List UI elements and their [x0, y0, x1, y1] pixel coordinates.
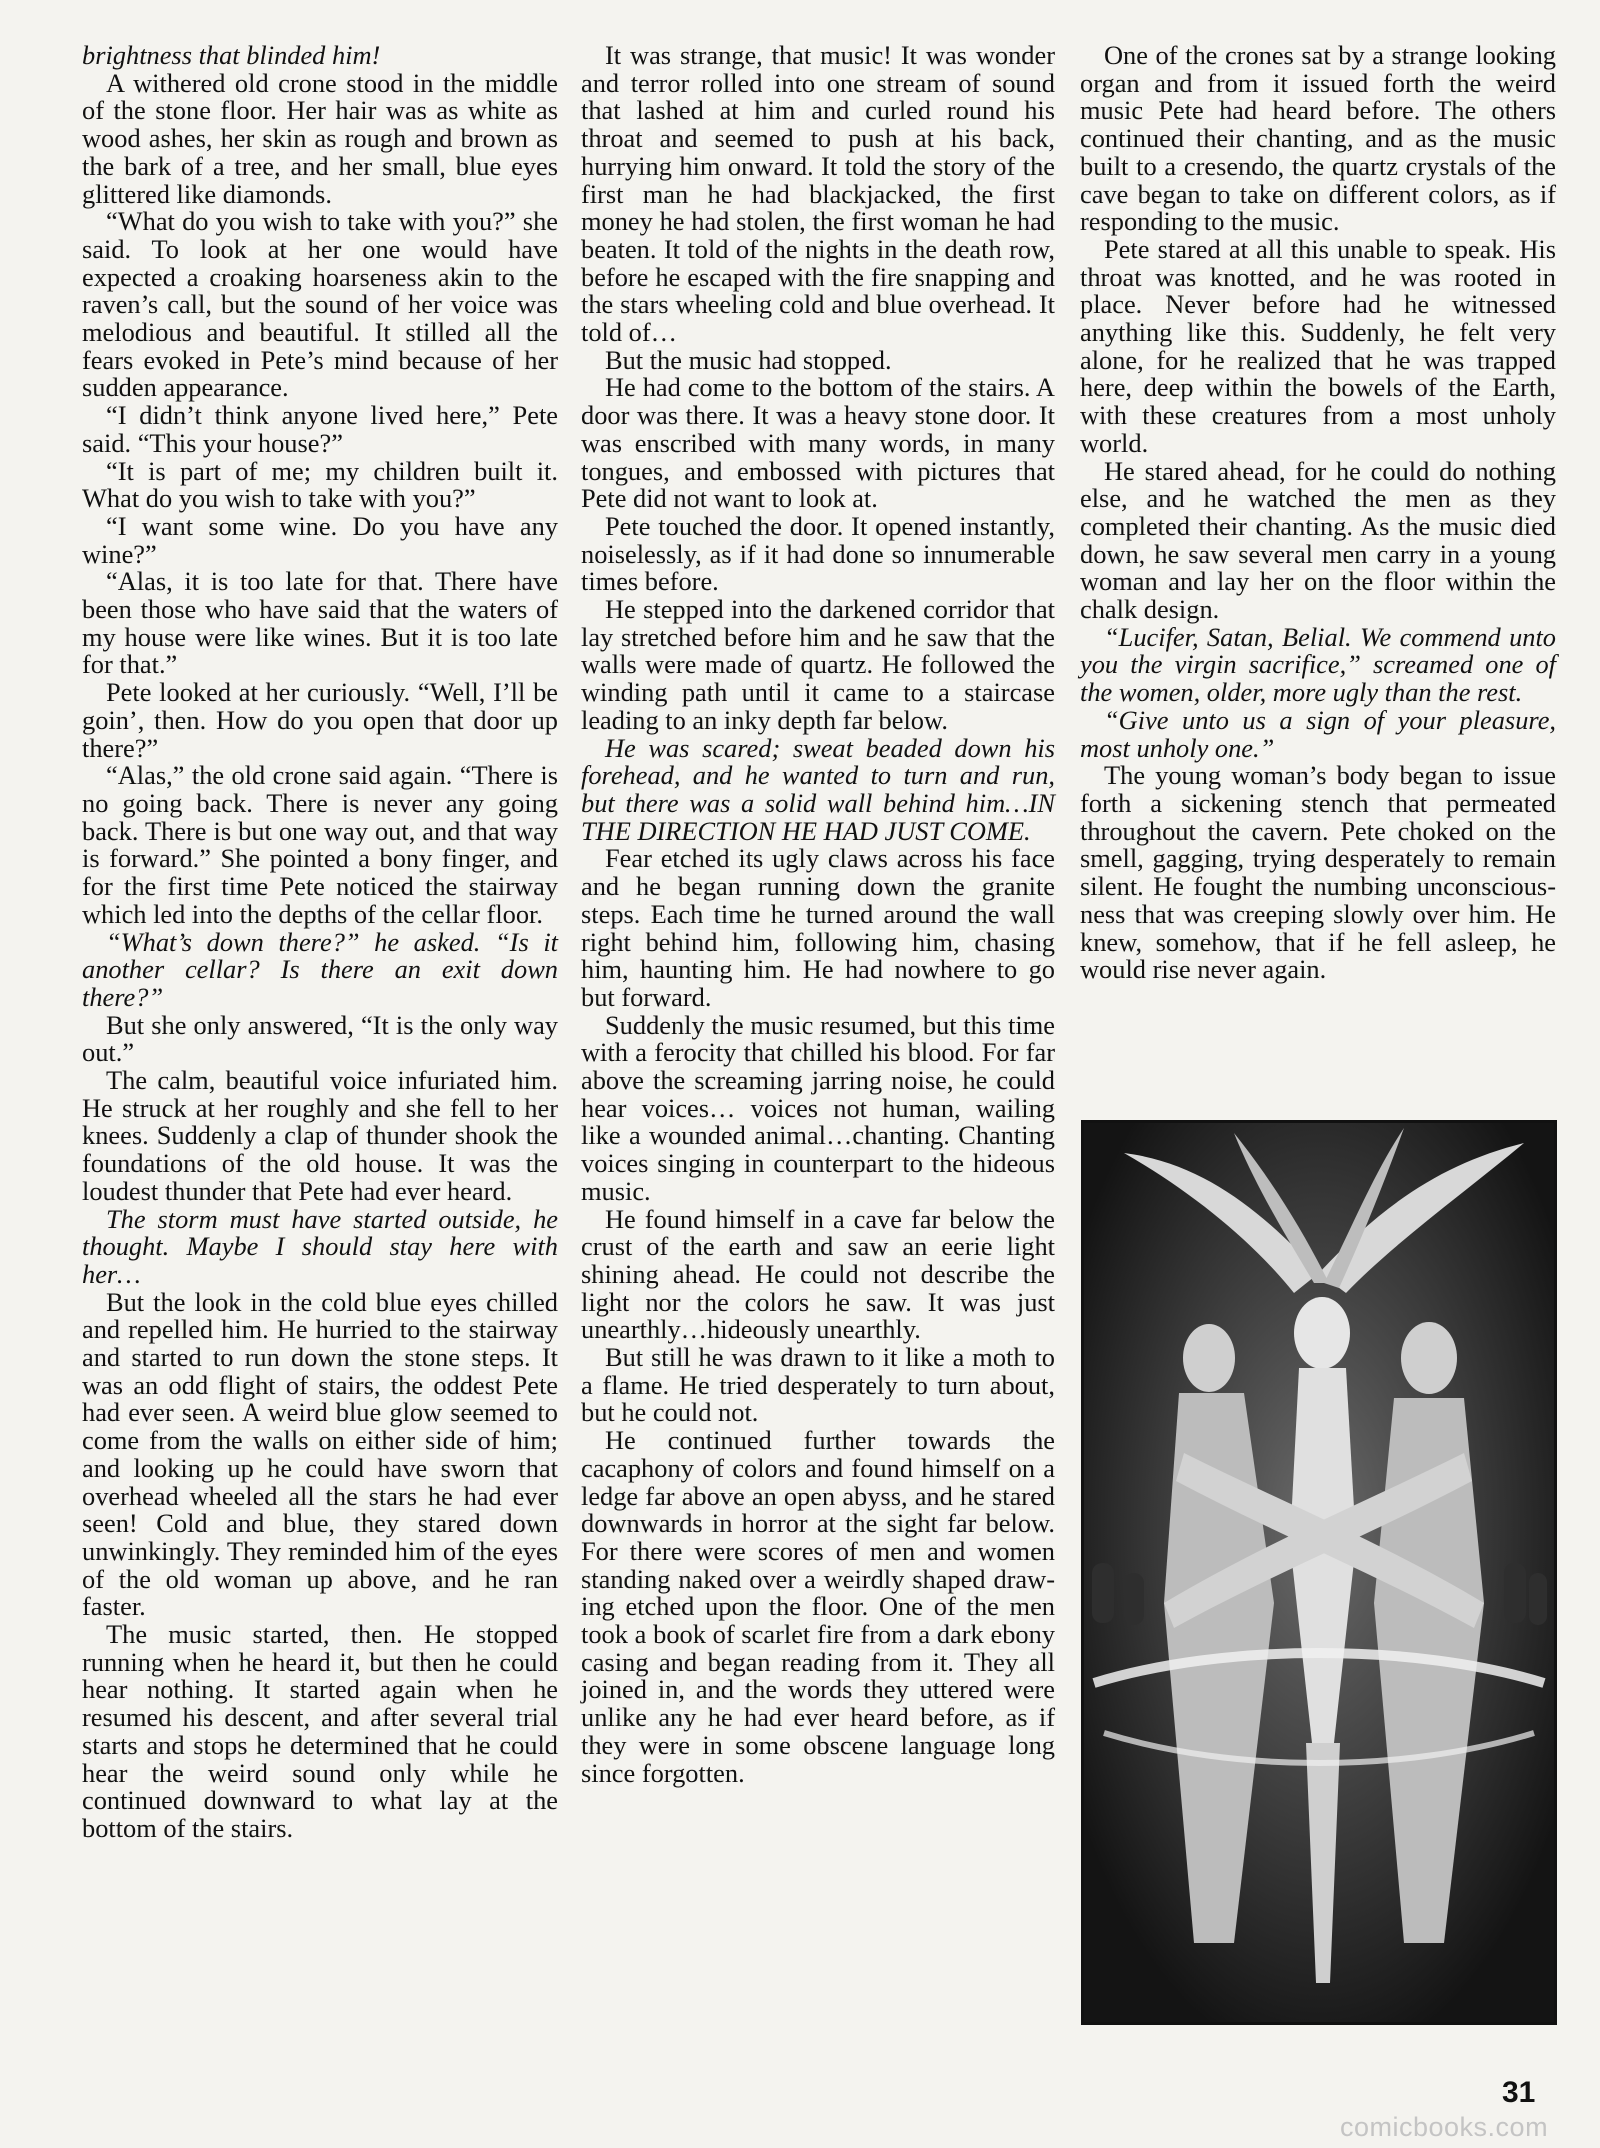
paragraph: He continued further towards the cacaphony of colors and found himself on a ledge far above an open abyss, and he stared downwards in horror at the sight far below. For there were scores of men and women standing naked over a weirdly shaped drawing etched upon the floor. One of the men took a book of scarlet fire from a dark ebony casing and began reading from it. They all joined in, and the words they uttered were unlike any he had ever heard before, as if they were in some obscene language long since forgotten.: [581, 1425, 1055, 1788]
paragraph: “Lucifer, Satan, Belial. We commend unto you the virgin sacrifice,” screamed one of the women, older, more ugly than the rest.: [1080, 621, 1556, 708]
paragraph: Suddenly the music resumed, but this time with a ferocity that chilled his blood. For far above the screaming jarring noise, he could hear voices… voices not human, wailing like a wounded animal…chanting. Chanting voices singing in counterpart to the hideous music.: [581, 1009, 1055, 1206]
illustration-artwork: [1084, 1123, 1554, 2022]
paragraph: But she only answered, “It is the only way out.”: [82, 1009, 558, 1068]
page-number: 31: [1502, 2076, 1536, 2109]
paragraph: He stepped into the darkened corridor that lay stretched before him and he saw that the walls were made of quartz. He followed the winding path until it came to a staircase leading to an inky depth far below.: [581, 594, 1055, 735]
paragraph: “What’s down there?” he asked. “Is it another cellar? Is there an exit down there?”: [82, 926, 558, 1012]
paragraph: It was strange, that music! It was wonder and terror rolled into one stream of sound that lashed at him and curled round his throat and seemed to push at his back, hurrying him onward. It told the story of the first man he had blackjacked, the first money he had stolen, the first woman he had beaten. It told of the nights in the death row, before he escaped with the fire snapping and the stars wheeling cold and blue overhead. It told of…: [581, 40, 1055, 348]
paragraph: brightness that blinded him!: [82, 40, 381, 70]
paragraph: “Alas, it is too late for that. There have been those who have said that the waters of my house were like wines. But it is too late for that.”: [82, 566, 558, 680]
paragraph: But still he was drawn to it like a moth to a flame. He tried desperately to turn about, but he could not.: [581, 1342, 1055, 1428]
paragraph: “Alas,” the old crone said again. “There is no going back. There is never any going back. There is but one way out, and that way is forward.” She pointed a bony finger, and for the first time Pete noticed the stairway which led into the depths of the cellar floor.: [82, 760, 558, 929]
paragraph: He found himself in a cave far below the crust of the earth and saw an eerie light shining ahead. He could not describe the light nor the colors he saw. It was just unearthly…hideously unearthly.: [581, 1203, 1055, 1345]
paragraph: But the music had stopped.: [605, 344, 892, 375]
paragraph: He stared ahead, for he could do nothing else, and he watched the men as they completed their chanting. As the music died down, he saw several men carry in a young woman and lay her on the floor within the chalk design.: [1080, 455, 1556, 625]
paragraph: He was scared; sweat beaded down his forehead, and he wanted to turn and run, but there was a solid wall behind him…IN THE DIRECTION HE HAD JUST COME.: [581, 732, 1055, 846]
paragraph: The calm, beautiful voice infuriated him. He struck at her roughly and she fell to her knees. Suddenly a clap of thunder shook the foundations of the old house. It was the loudest thunder that Pete had ever heard.: [82, 1065, 558, 1206]
paragraph: The storm must have started outside, he thought. Maybe I should stay here with her…: [82, 1203, 558, 1289]
paragraph: Fear etched its ugly claws across his face and he began running down the granite steps. Each time he turned around the wall right behind him, following him, chasing him, haunting him. He had nowhere to go but forward.: [581, 843, 1055, 1012]
paragraph: One of the crones sat by a strange looking organ and from it issued forth the weird music Pete had heard before. The others continued their chanting, and as the music built to a cresendo, the quartz crystals of the cave began to take on different colors, as if responding to the music.: [1080, 40, 1556, 237]
paragraph: The music started, then. He stopped running when he heard it, but then he could hear nothing. It started again when he resumed his descent, and after several trial starts and stops he determined that he could hear the weird sound only while he continued downward to what lay at the bottom of the stairs.: [82, 1619, 558, 1843]
text-column-3: [1080, 42, 1556, 984]
paragraph: “I want some wine. Do you have any wine?”: [82, 510, 558, 569]
paragraph: He had come to the bottom of the stairs. A door was there. It was a heavy stone door. It was enscribed with many words, in many tongues, and embossed with pictures that Pete did not want to look at.: [581, 372, 1055, 514]
paragraph: “Give unto us a sign of your pleasure, most unholy one.”: [1080, 704, 1556, 763]
paragraph: A withered old crone stood in the middle of the stone floor. Her hair was as white as wood ashes, her skin as rough and brown as the bark of a tree, and her small, blue eyes glittered like diamonds.: [82, 67, 558, 209]
text-column-2: [581, 42, 1055, 1787]
paragraph: But the look in the cold blue eyes chilled and repelled him. He hurried to the stairway and started to run down the stone steps. It was an odd flight of stairs, the oddest Pete had ever seen. A weird blue glow seemed to come from the walls on either side of him; and looking up he could have sworn that overhead wheeled all the stars he had ever seen! Cold and blue, they stared down unwinkingly. They reminded him of the eyes of the old woman up above, and he ran faster.: [82, 1286, 558, 1622]
watermark: comicbooks.com: [1340, 2112, 1549, 2142]
story-illustration: [1081, 1120, 1557, 2025]
paragraph: “It is part of me; my children built it. What do you wish to take with you?”: [82, 455, 558, 514]
paragraph: The young woman’s body began to issue forth a sickening stench that permeated throughout the cavern. Pete choked on the smell, gagging, trying desperately to remain silent. He fought the numbing unconsciousness that was creeping slowly over him. He knew, somehow, that if he fell asleep, he would rise never again.: [1080, 760, 1556, 985]
text-column-1: [82, 42, 558, 1843]
paragraph: Pete looked at her curiously. “Well, I’ll be goin’, then. How do you open that door up there?”: [82, 677, 558, 763]
paragraph: “I didn’t think anyone lived here,” Pete said. “This your house?”: [82, 400, 558, 458]
paragraph: “What do you wish to take with you?” she said. To look at her one would have expected a croaking hoarseness akin to the raven’s call, but the sound of her voice was melodious and beautiful. It stilled all the fears evoked in Pete’s mind because of her sudden appearance.: [82, 206, 558, 403]
paragraph: Pete stared at all this unable to speak. His throat was knotted, and he was rooted in place. Never before had he witnessed anything like this. Suddenly, he felt very alone, for he realized that he was trapped here, deep within the bowels of the Earth, with these creatures from a most unholy world.: [1080, 233, 1556, 458]
paragraph: Pete touched the door. It opened instantly, noiselessly, as if it had done so innumerable times before.: [581, 510, 1055, 597]
